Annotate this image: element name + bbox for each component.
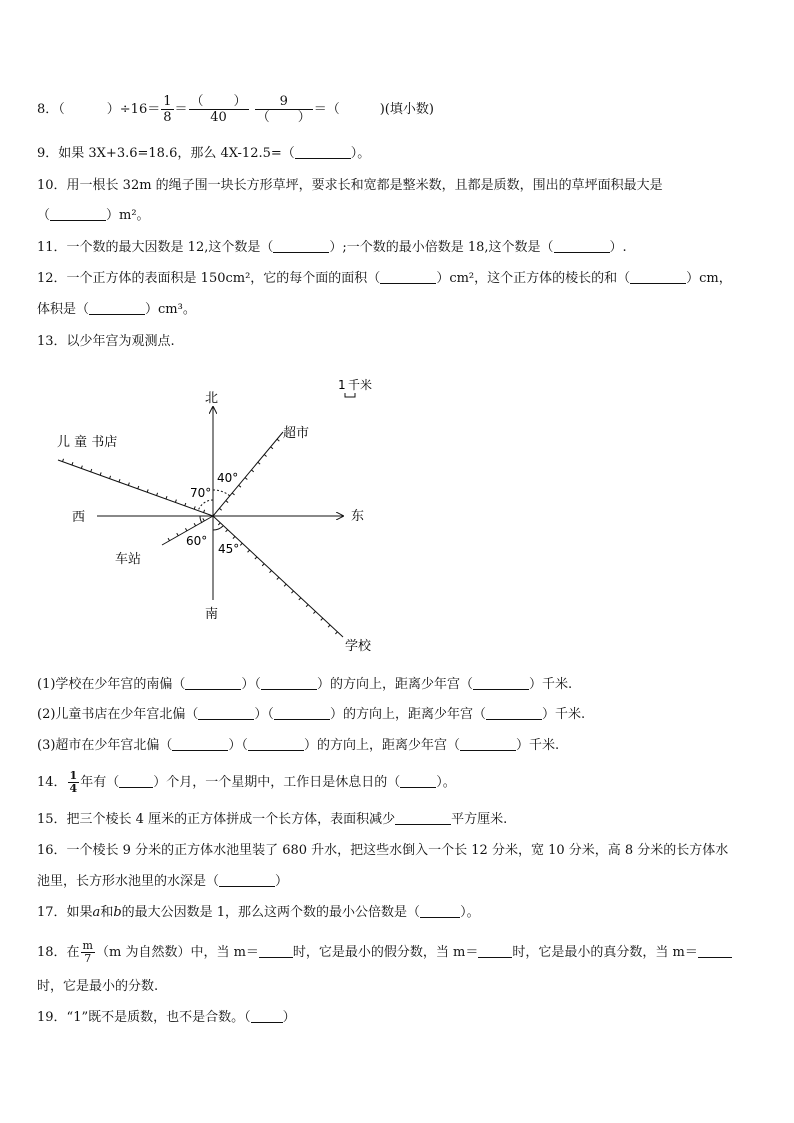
label-station: 车站	[115, 552, 142, 567]
question-12-line2	[37, 301, 196, 319]
arc-45	[213, 526, 223, 530]
tick-bookstore	[72, 462, 73, 465]
tick-bookstore	[157, 493, 158, 496]
question-13-sub2	[37, 706, 585, 724]
scale-value: 1	[338, 378, 346, 392]
q13-sub3-blank-1[interactable]	[172, 737, 228, 751]
q9-end: ）。	[350, 146, 371, 161]
q15-blank[interactable]	[395, 811, 451, 825]
question-16	[37, 842, 728, 860]
q19-a: 19．“1”既不是质数，也不是合数。（	[37, 1010, 251, 1025]
q16-line2-b: ）	[275, 874, 289, 889]
q13-sub2-blank-3[interactable]	[486, 706, 542, 720]
q13-sub2-b: ）（	[254, 707, 274, 722]
tick-station	[203, 518, 204, 521]
q10-blank[interactable]	[50, 207, 106, 221]
q8-frac2-open: （	[190, 94, 204, 109]
question-16-line2	[37, 873, 288, 891]
q19-blank[interactable]	[251, 1009, 283, 1023]
tick-supermarket	[264, 455, 266, 457]
tick-supermarket	[251, 470, 253, 472]
q10-line1: 10．用一根长 32m 的绳子围一块长方形草坪，要求长和宽都是整米数，且都是质数，围出的草坪面积最大是	[37, 178, 663, 193]
tick-bookstore	[166, 496, 167, 499]
label-angle-45: 45°	[218, 542, 240, 556]
q16-line2-a: 池里，长方形水池里的水深是（	[37, 874, 220, 889]
question-17	[37, 904, 480, 922]
q8-suffix: )(填小数)	[379, 102, 434, 117]
q12-blank-3[interactable]	[89, 301, 145, 315]
tick-school	[270, 571, 272, 573]
q14-blank-1[interactable]	[119, 774, 153, 788]
tick-school	[255, 557, 257, 559]
question-9	[37, 145, 370, 163]
tick-school	[313, 611, 315, 613]
q18-blank-2[interactable]	[478, 944, 512, 958]
q8-frac3-den[interactable]	[255, 110, 313, 125]
tick-supermarket	[277, 439, 279, 441]
q14-b: ）个月，一个星期中，工作日是休息日的（	[153, 775, 401, 790]
tick-bookstore	[185, 503, 186, 506]
q13-sub2-blank-2[interactable]	[274, 706, 330, 720]
q8-frac2-close: ）	[233, 94, 247, 109]
q13-sub1-d: ）千米.	[528, 677, 573, 692]
tick-school	[262, 564, 264, 566]
q11-a: 11．一个数的最大因数是 12,这个数是（	[37, 240, 274, 255]
tick-school	[277, 577, 279, 579]
question-13	[37, 333, 175, 351]
tick-bookstore	[175, 500, 176, 503]
question-12	[37, 270, 732, 288]
q13-sub3-b: ）（	[228, 738, 248, 753]
q8-frac1-num: 1	[163, 94, 172, 109]
q12-d: 体积是（	[37, 302, 90, 317]
q16-line1: 16．一个棱长 9 分米的正方体水池里装了 680 升水，把这些水倒入一个长 12 分米，宽 10 分米，高 8 分米的长方体水	[37, 843, 729, 858]
q17-b: 的最大公因数是 1，那么这两个数的最小公倍数是（	[121, 905, 421, 920]
q14-blank-2[interactable]	[400, 774, 436, 788]
q13-sub2-c: ）的方向上，距离少年宫（	[329, 707, 486, 722]
label-angle-40: 40°	[217, 471, 239, 485]
arc-70	[198, 500, 213, 511]
q12-a: 12．一个正方体的表面积是 150cm²，它的每个面的面积（	[37, 271, 381, 286]
tick-supermarket	[271, 447, 273, 449]
q19-b: ）	[282, 1010, 296, 1025]
q8-fraction-2	[189, 94, 249, 125]
tick-school	[299, 598, 301, 600]
tick-bookstore	[204, 510, 205, 513]
q8-frac3-close: ）	[297, 110, 311, 125]
q18-c: 时，它是最小的假分数，当 m＝	[292, 945, 479, 960]
q8-mid: ）÷16＝	[106, 102, 161, 117]
tick-school	[226, 530, 228, 532]
tick-bookstore	[138, 486, 139, 489]
q13-sub1-blank-3[interactable]	[473, 676, 529, 690]
q13-sub1-c: ）的方向上，距离少年宫（	[316, 677, 473, 692]
q13-title: 13．以少年宫为观测点.	[37, 334, 175, 349]
tick-school	[306, 605, 308, 607]
tick-school	[233, 536, 235, 538]
q13-sub2-d: ）千米.	[541, 707, 586, 722]
q8-fraction-3	[255, 94, 313, 125]
q18-frac-den: 7	[84, 952, 92, 965]
q18-b: （m 为自然数）中，当 m＝	[95, 945, 259, 960]
q17-var-a: a	[92, 905, 101, 920]
tick-station	[185, 528, 186, 531]
q11-b: ）;一个数的最小倍数是 18,这个数是（	[329, 240, 554, 255]
q13-sub3-d: ）千米.	[515, 738, 560, 753]
label-school: 学校	[345, 639, 372, 654]
tick-supermarket	[245, 478, 247, 480]
q16-blank[interactable]	[219, 873, 275, 887]
label-south: 南	[205, 607, 219, 622]
q8-frac3-open: （	[256, 110, 270, 125]
q17-var-b: b	[113, 905, 122, 920]
question-15	[37, 811, 507, 829]
q13-sub3-a: (3)超市在少年宫北偏（	[37, 738, 173, 753]
tick-bookstore	[128, 483, 129, 486]
q11-blank-2[interactable]	[554, 239, 610, 253]
q18-line2: 时，它是最小的分数.	[37, 979, 159, 994]
q11-c: ）.	[609, 240, 627, 255]
question-11	[37, 239, 627, 257]
q17-c: ）。	[460, 905, 480, 920]
q13-sub3-blank-3[interactable]	[460, 737, 516, 751]
tick-bookstore	[119, 479, 120, 482]
tick-supermarket	[219, 508, 221, 510]
question-13-sub3	[37, 737, 559, 755]
q18-blank-3[interactable]	[698, 944, 732, 958]
ray-school	[213, 516, 343, 637]
tick-bookstore	[110, 476, 111, 479]
q12-e: ）cm³。	[145, 302, 196, 317]
question-10-line2	[37, 207, 150, 225]
scale-bar	[345, 393, 355, 397]
tick-bookstore	[100, 472, 101, 475]
question-14	[37, 770, 456, 795]
question-13-sub1	[37, 676, 572, 694]
q12-blank-1[interactable]	[380, 270, 436, 284]
tick-station	[177, 533, 178, 536]
tick-bookstore	[147, 489, 148, 492]
q13-sub1-a: (1)学校在少年宫的南偏（	[37, 677, 186, 692]
q13-sub1-b: ）（	[241, 677, 261, 692]
scale-unit: 千米	[348, 378, 373, 392]
q14-frac-den: 4	[69, 782, 78, 795]
q8-frac1-den: 8	[163, 110, 172, 125]
q17-and: 和	[100, 905, 114, 920]
q12-blank-2[interactable]	[630, 270, 686, 284]
tick-school	[335, 632, 337, 634]
tick-school	[321, 618, 323, 620]
q18-a: 18．在	[37, 945, 80, 960]
tick-school	[248, 550, 250, 552]
q14-a: 年有（	[80, 775, 120, 790]
q12-b: ）cm²，这个正方体的棱长的和（	[436, 271, 631, 286]
tick-school	[218, 523, 220, 525]
arc-60	[200, 516, 202, 523]
q8-frac2-num[interactable]	[189, 94, 249, 110]
q14-prefix: 14．	[37, 775, 67, 790]
q13-sub3-c: ）的方向上，距离少年宫（	[303, 738, 460, 753]
q9-blank[interactable]	[295, 145, 351, 159]
tick-station	[194, 523, 195, 526]
q17-a: 17．如果	[37, 905, 93, 920]
q13-sub1-blank-1[interactable]	[185, 676, 241, 690]
q13-sub2-a: (2)儿童书店在少年宫北偏（	[37, 707, 199, 722]
tick-supermarket	[232, 493, 234, 495]
q8-frac2-den: 40	[210, 110, 227, 125]
q13-sub2-blank-1[interactable]	[198, 706, 254, 720]
arc-40	[213, 490, 230, 496]
tick-bookstore	[91, 469, 92, 472]
q15-b: 平方厘米.	[451, 812, 508, 827]
label-west: 西	[72, 510, 86, 525]
q18-blank-1[interactable]	[259, 944, 293, 958]
direction-diagram	[40, 372, 440, 662]
label-supermarket: 超市	[283, 426, 310, 441]
q14-fraction	[68, 770, 80, 795]
q18-fraction	[81, 940, 95, 965]
question-10	[37, 177, 663, 195]
q13-sub3-blank-2[interactable]	[248, 737, 304, 751]
question-18	[37, 940, 732, 965]
q17-blank[interactable]	[420, 904, 460, 918]
tick-station	[168, 538, 169, 541]
tick-bookstore	[63, 459, 64, 462]
q12-c: ）cm，	[686, 271, 732, 286]
label-east: 东	[351, 509, 365, 524]
tick-school	[291, 591, 293, 593]
q18-d: 时，它是最小的真分数，当 m＝	[512, 945, 698, 960]
label-angle-70: 70°	[190, 486, 212, 500]
label-bookstore: 儿 童 书店	[57, 435, 118, 450]
q8-fraction-1	[161, 94, 173, 125]
question-8: 8．（ ）÷16＝ $\frac{1}{8}$ ＝ $\frac{( )}{40}$ $\frac{9}{( )}$ ＝（ )(填小数)	[37, 94, 434, 125]
question-19	[37, 1009, 296, 1027]
q10-line2-a: （	[37, 208, 51, 223]
q10-line2-b: ）m²。	[106, 208, 150, 223]
tick-school	[328, 625, 330, 627]
label-angle-60: 60°	[186, 534, 208, 548]
tick-supermarket	[239, 485, 241, 487]
question-18-line2	[37, 978, 158, 996]
q14-frac-num: 1	[69, 769, 78, 782]
q11-blank-1[interactable]	[273, 239, 329, 253]
q9-text: 9．如果 3X+3.6=18.6，那么 4X-12.5=（	[37, 146, 295, 161]
q8-frac3-num: 9	[255, 94, 313, 110]
q18-frac-num: m	[82, 939, 93, 952]
tick-school	[284, 584, 286, 586]
q8-eq: ＝（	[313, 102, 340, 117]
tick-bookstore	[81, 466, 82, 469]
q14-c: ）。	[436, 775, 456, 790]
q13-sub1-blank-2[interactable]	[261, 676, 317, 690]
tick-school	[240, 543, 242, 545]
q8-prefix: 8．（	[37, 102, 65, 117]
label-north: 北	[205, 391, 219, 406]
tick-bookstore	[194, 506, 195, 509]
tick-supermarket	[258, 462, 260, 464]
q15-a: 15．把三个棱长 4 厘米的正方体拼成一个长方体，表面积减少	[37, 812, 396, 827]
tick-supermarket	[226, 501, 228, 503]
